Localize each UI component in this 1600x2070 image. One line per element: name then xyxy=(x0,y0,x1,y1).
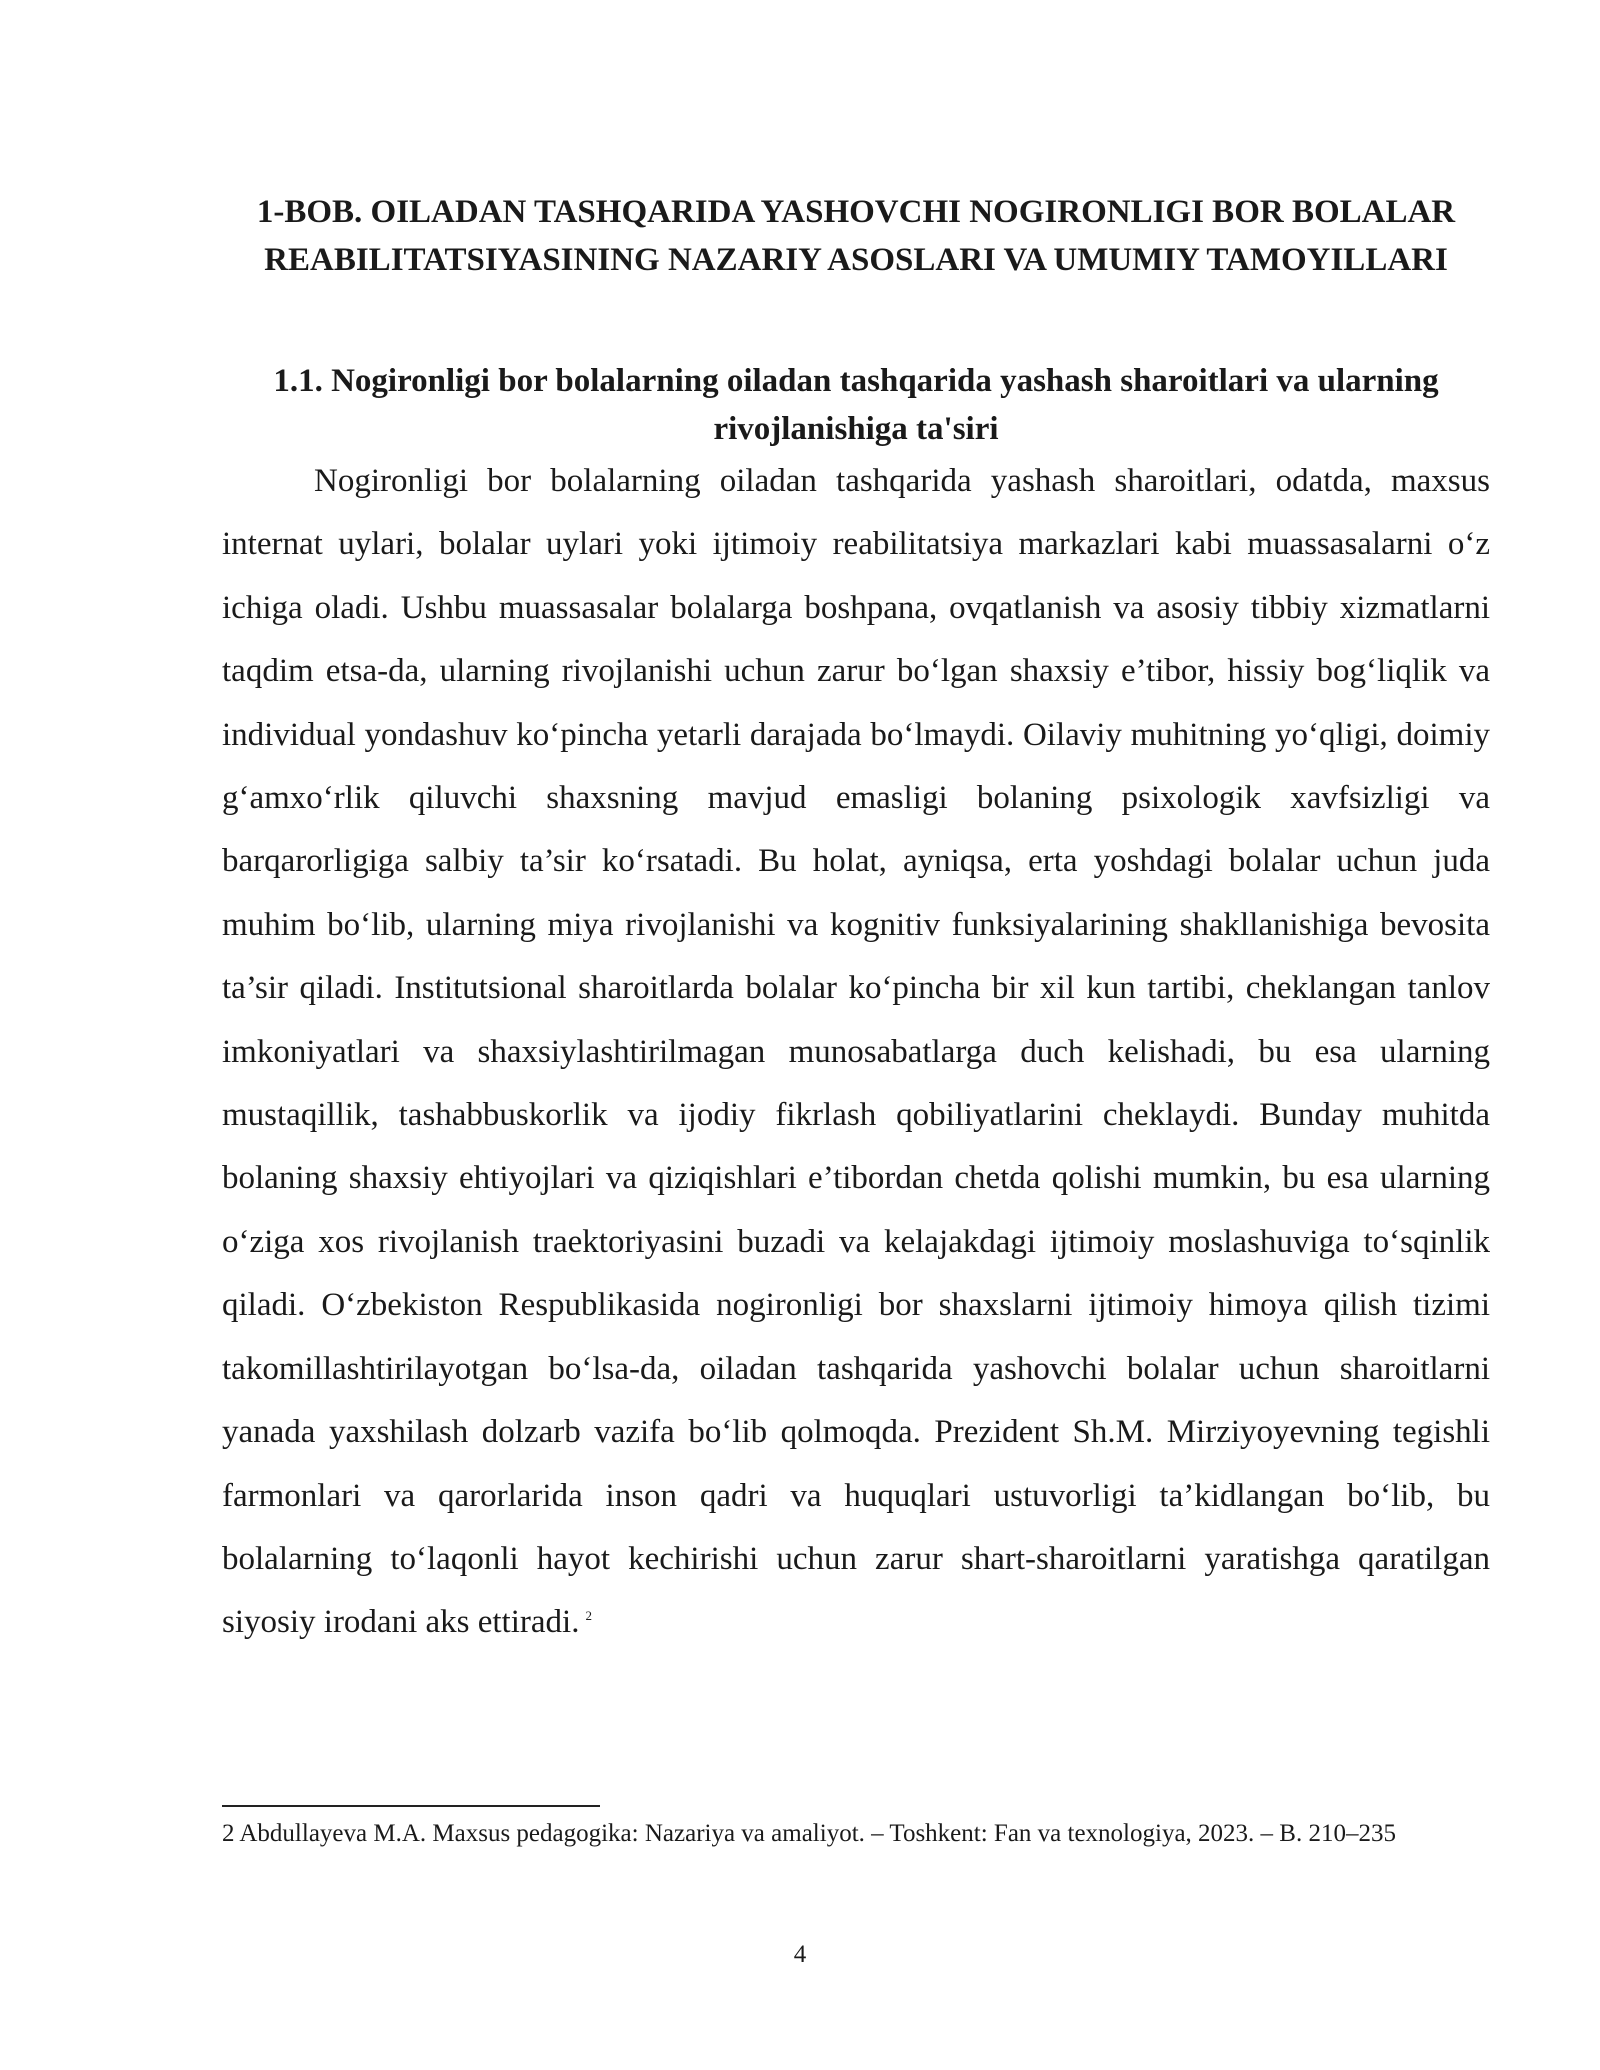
body-paragraph xyxy=(222,450,1490,1655)
chapter-title: 1-BOB. OILADAN TASHQARIDA YASHOVCHI NOGIRONLIGI BOR BOLALAR REABILITATSIYASINING NAZARIY ASOSLARI VA UMUMIY TAMOYILLARI xyxy=(256,194,1456,278)
body-paragraph-text: Nogironligi bor bolalarning oiladan tashqarida yashash sharoitlari, odatda, maxsus internat uylari, bolalar uylari yoki ijtimoiy reabilitatsiya markazlari kabi muassasalarni o‘z ichiga oladi. Ushbu muassasalar bolalarga boshpana, ovqatlanish va asosiy tibbiy xizmatlarni taqdim etsa-da, ularning rivojlanishi uchun zarur bo‘lgan shaxsiy e’tibor, hissiy bog‘liqlik va individual yondashuv ko‘pincha yetarli darajada bo‘lmaydi. Oilaviy muhitning yo‘qligi, doimiy g‘amxo‘rlik qiluvchi shaxsning mavjud emasligi bolaning psixologik xavfsizligi va barqarorligiga salbiy ta’sir ko‘rsatadi. Bu holat, ayniqsa, erta yoshdagi bolalar uchun juda muhim bo‘lib, ularning miya rivojlanishi va kognitiv funksiyalarining shakllanishiga bevosita ta’sir qiladi. Institutsional sharoitlarda bolalar ko‘pincha bir xil kun tartibi, cheklangan tanlov imkoniyatlari va shaxsiylashtirilmagan munosabatlarga duch kelishadi, bu esa ularning mustaqillik, tashabbuskorlik va ijodiy fikrlash qobiliyatlarini cheklaydi. Bunday muhitda bolaning shaxsiy ehtiyojlari va qiziqishlari e’tibordan chetda qolishi mumkin, bu esa ularning o‘ziga xos rivojlanish traektoriyasini buzadi va kelajakdagi ijtimoiy moslashuviga to‘sqinlik qiladi. O‘zbekiston Respublikasida nogironligi bor shaxslarni ijtimoiy himoya qilish tizimi takomillashtirilayotgan bo‘lsa-da, oiladan tashqarida yashovchi bolalar uchun sharoitlarni yanada yaxshilash dolzarb vazifa bo‘lib qolmoqda. Prezident Sh.M. Mirziyoyevning tegishli farmonlari va qarorlarida inson qadri va huquqlari ustuvorligi ta’kidlangan bo‘lib, bu bolalarning to‘laqonli hayot kechirishi uchun zarur shart-sharoitlarni yaratishga qaratilgan siyosiy irodani aks ettiradi. xyxy=(222,463,1490,1641)
footnote-text: 2 Abdullayeva M.A. Maxsus pedagogika: Nazariya va amaliyot. – Toshkent: Fan va texnologiya, 2023. – B. 210–235 xyxy=(222,1820,1396,1847)
page-number: 4 xyxy=(793,1941,807,1968)
footnote-separator xyxy=(222,1805,600,1807)
footnote-reference[interactable]: 2 xyxy=(585,1608,592,1624)
section-title: 1.1. Nogironligi bor bolalarning oiladan tashqarida yashash sharoitlari va ularning rivojlanishiga ta'siri xyxy=(273,363,1439,447)
